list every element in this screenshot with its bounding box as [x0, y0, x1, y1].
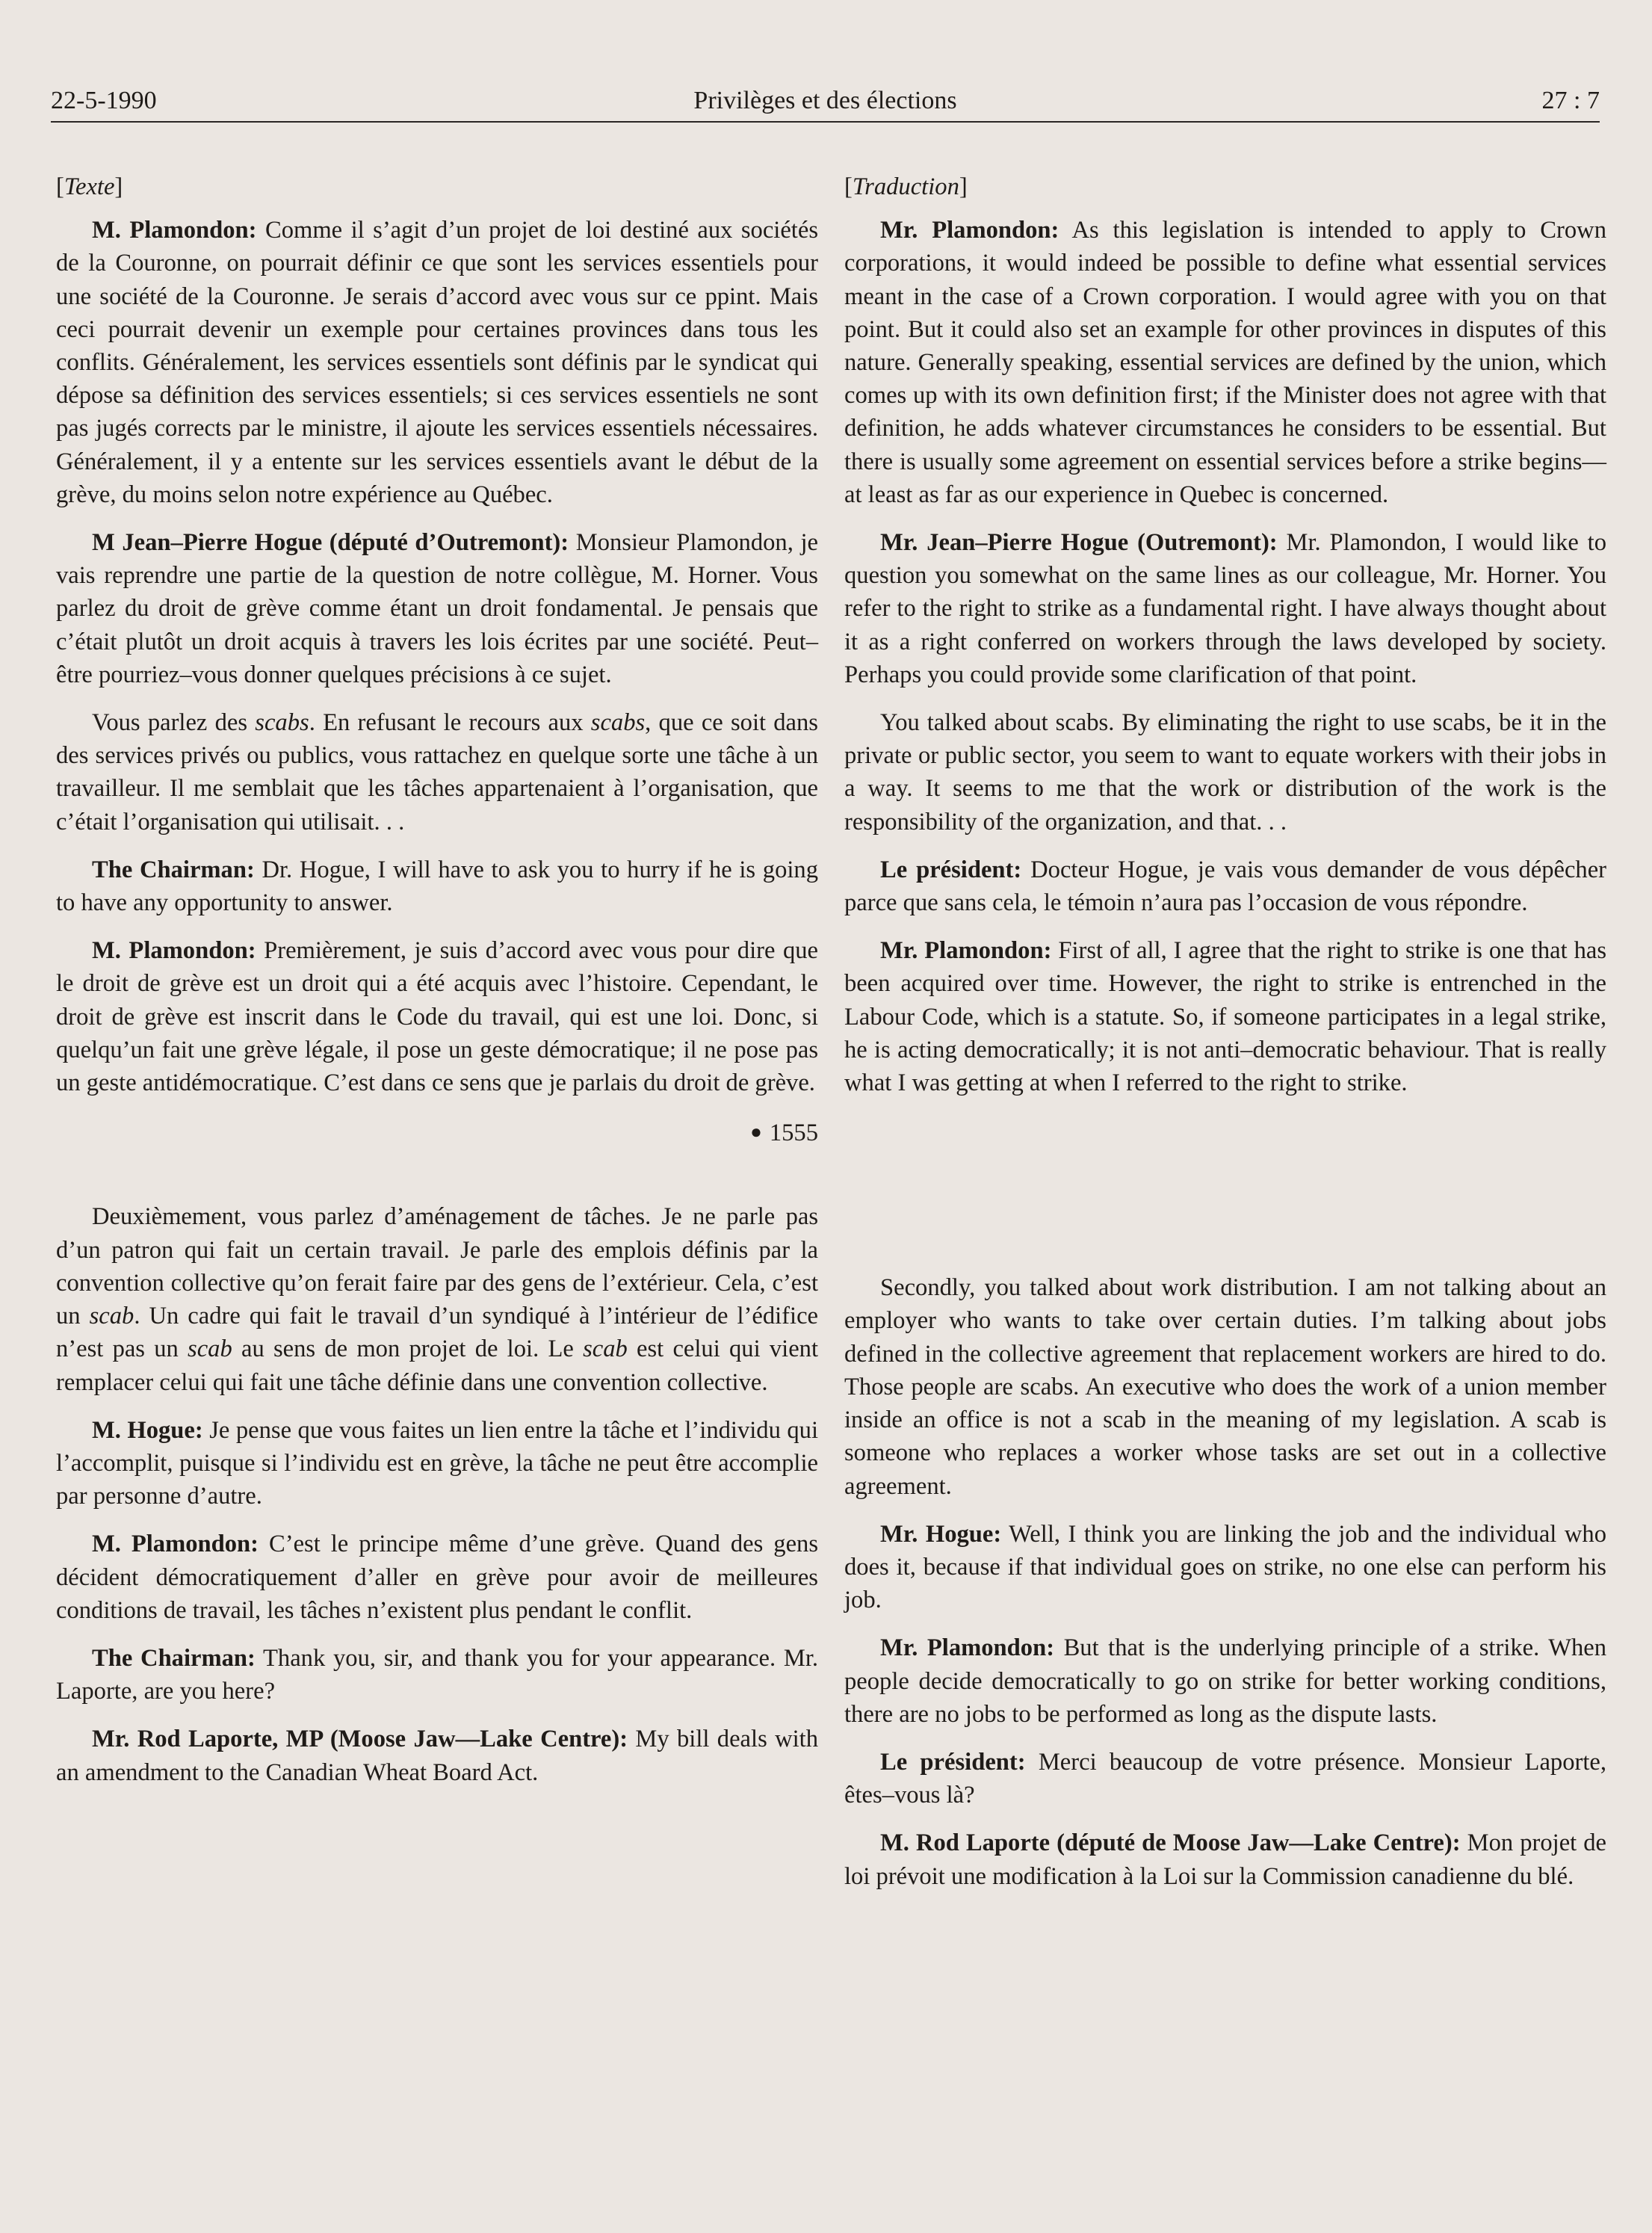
speaker-name: Mr. Hogue: [880, 1520, 1002, 1548]
paragraph: M. Plamondon: Premièrement, je suis d’accord avec vous pour dire que le droit de grève est un droit qui a été acquis avec l’histoire. Cependant, le droit de grève est inscrit dans le Code du travail, qui est une loi. Donc, si quelqu’un fait une grève légale, il pose un geste démocratique; il ne pose pas un geste antidémocratique. C’est dans ce sens que je parlais du droit de grève. [56, 937, 818, 1097]
bullet-icon: ● [750, 1121, 762, 1143]
speaker-name: M. Plamondon: [92, 1531, 259, 1558]
paragraph: Mr. Plamondon: But that is the underlying principle of a strike. When people decide democratically to go on strike for better working conditions, there are no jobs to be performed as long as the dispute lasts. [844, 1634, 1606, 1728]
paragraph: The Chairman: Dr. Hogue, I will have to ask you to hurry if he is going to have any opportunity to answer. [56, 856, 818, 917]
paragraph: M. Plamondon: C’est le principe même d’une grève. Quand des gens décident démocratiquement d’aller en grève pour avoir de meilleures conditions de travail, les tâches n’existent plus pendant le conflit. [56, 1531, 818, 1624]
paragraph: Vous parlez des scabs. En refusant le recours aux scabs, que ce soit dans des services privés ou publics, vous rattachez en quelque sorte une tâche à un travailleur. Il me semblait que les tâches appartenaient à l’organisation, que c’était l’organisation qui utilisait. . . [56, 709, 818, 836]
speaker-name: M Jean–Pierre Hogue (député d’Outremont): [92, 529, 569, 557]
column-english [844, 170, 1606, 1908]
paragraph: Le président: Merci beaucoup de votre présence. Monsieur Laporte, êtes–vous là? [844, 1748, 1606, 1809]
timestamp-marker: ● 1555 [750, 1119, 818, 1147]
running-header [51, 84, 1600, 123]
header-title: Privilèges et des élections [693, 87, 957, 114]
speaker-name: M. Plamondon: [92, 937, 256, 965]
speaker-name: M. Rod Laporte (député de Moose Jaw—Lake Centre): [880, 1829, 1461, 1857]
speaker-name: Mr. Jean–Pierre Hogue (Outremont): [880, 529, 1278, 557]
column-french [56, 170, 818, 1804]
paragraph: M. Hogue: Je pense que vous faites un lien entre la tâche et l’individu qui l’accomplit, puisque si l’individu est en grève, la tâche ne peut être accomplie par personne d’autre. [56, 1416, 818, 1510]
header-page-number: 27 : 7 [1541, 87, 1600, 114]
speaker-name: Mr. Rod Laporte, MP (Moose Jaw—Lake Centre): [92, 1726, 628, 1753]
paragraph: The Chairman: Thank you, sir, and thank you for your appearance. Mr. Laporte, are you here? [56, 1644, 819, 1705]
paragraph: Mr. Rod Laporte, MP (Moose Jaw—Lake Centre): My bill deals with an amendment to the Canadian Wheat Board Act. [56, 1726, 818, 1786]
paragraph: Mr. Plamondon: First of all, I agree that the right to strike is one that has been acquired over time. However, the right to strike is entrenched in the Labour Code, which is a statute. So, if someone participates in a legal strike, he is acting democratically; it is not anti–democratic behaviour. That is really what I was getting at when I referred to the right to strike. [844, 937, 1606, 1097]
section-label-traduction: [Traduction] [844, 173, 968, 200]
paragraph: Mr. Jean–Pierre Hogue (Outremont): Mr. Plamondon, I would like to question you somewhat on the same lines as our colleague, Mr. Horner. You refer to the right to strike as a fundamental right. I have always thought about it as a right conferred on workers through the laws developed by society. Perhaps you could provide some clarification of that point. [844, 529, 1606, 688]
speaker-name: Mr. Plamondon: [880, 217, 1059, 244]
speaker-name: Le président: [880, 856, 1022, 883]
paragraph: M Jean–Pierre Hogue (député d’Outremont): Monsieur Plamondon, je vais reprendre une partie de la question de notre collègue, M. Horner. Vous parlez du droit de grève comme étant un droit fondamental. Je pensais que c’était plutôt un droit acquis à travers les lois écrites par une société. Peut–être pourriez–vous donner quelques précisions à ce sujet. [56, 529, 818, 688]
header-date: 22-5-1990 [51, 87, 157, 114]
paragraph: Mr. Hogue: Well, I think you are linking the job and the individual who does it, because if that individual goes on strike, no one else can perform his job. [844, 1520, 1606, 1614]
speaker-name: The Chairman: [92, 1644, 256, 1672]
paragraph: M. Rod Laporte (député de Moose Jaw—Lake Centre): Mon projet de loi prévoit une modification à la Loi sur la Commission canadienne du blé. [844, 1829, 1607, 1890]
paragraph: You talked about scabs. By eliminating the right to use scabs, be it in the private or public sector, you seem to want to equate workers with their jobs in a way. It seems to me that the work or distribution of the work is the responsibility of the organization, and that. . . [844, 709, 1606, 836]
paragraph: Le président: Docteur Hogue, je vais vous demander de vous dépêcher parce que sans cela, le témoin n’aura pas l’occasion de vous répondre. [844, 856, 1607, 917]
speaker-name: M. Hogue: [92, 1416, 203, 1444]
paragraph: M. Plamondon: Comme il s’agit d’un projet de loi destiné aux sociétés de la Couronne, on pourrait définir ce que sont les services essentiels pour une société de la Couronne. Je serais d’accord avec vous sur ce ppint. Mais ceci pourrait devenir un exemple pour certaines provinces dans tous les conflits. Généralement, les services essentiels sont définis par le syndicat qui dépose sa définition des services essentiels; si ces services essentiels ne sont pas jugés corrects par le ministre, il ajoute les services essentiels nécessaires. Généralement, il y a entente sur les services essentiels avant le début de la grève, du moins selon notre expérience au Québec. [56, 217, 818, 508]
speaker-name: M. Plamondon: [92, 217, 257, 244]
speaker-name: Mr. Plamondon: [880, 1634, 1055, 1662]
paragraph: Deuxièmement, vous parlez d’aménagement de tâches. Je ne parle pas d’un patron qui fait un certain travail. Je parle des emplois définis par la convention collective qu’on ferait faire par des gens de l’extérieur. Cela, c’est un scab. Un cadre qui fait le travail d’un syndiqué à l’intérieur de l’édifice n’est pas un scab au sens de mon projet de loi. Le scab est celui qui vient remplacer celui qui fait une tâche définie dans une convention collective. [56, 1203, 818, 1396]
paragraph: Secondly, you talked about work distribution. I am not talking about an employer who wants to take over certain duties. I’m talking about jobs defined in the collective agreement that replacement workers are hired to do. Those people are scabs. An executive who does the work of a union member inside an office is not a scab in the meaning of my legislation. A scab is someone who replaces a worker whose tasks are set out in a collective agreement. [844, 1274, 1606, 1500]
speaker-name: Mr. Plamondon: [880, 937, 1052, 965]
speaker-name: Le président: [880, 1748, 1026, 1776]
speaker-name: The Chairman: [92, 856, 255, 883]
paragraph: Mr. Plamondon: As this legislation is intended to apply to Crown corporations, it would indeed be possible to define what essential services meant in the case of a Crown corporation. I would agree with you on that point. But it could also set an example for other provinces in disputes of this nature. Generally speaking, essential services are defined by the union, which comes up with its own definition first; if the Minister does not agree with that definition, he adds whatever circumstances he considers to be essential. But there is usually some agreement on essential services before a strike begins—at least as far as our experience in Quebec is concerned. [844, 217, 1606, 508]
section-label-texte: [Texte] [56, 173, 123, 200]
column-gap [844, 1114, 1606, 1271]
